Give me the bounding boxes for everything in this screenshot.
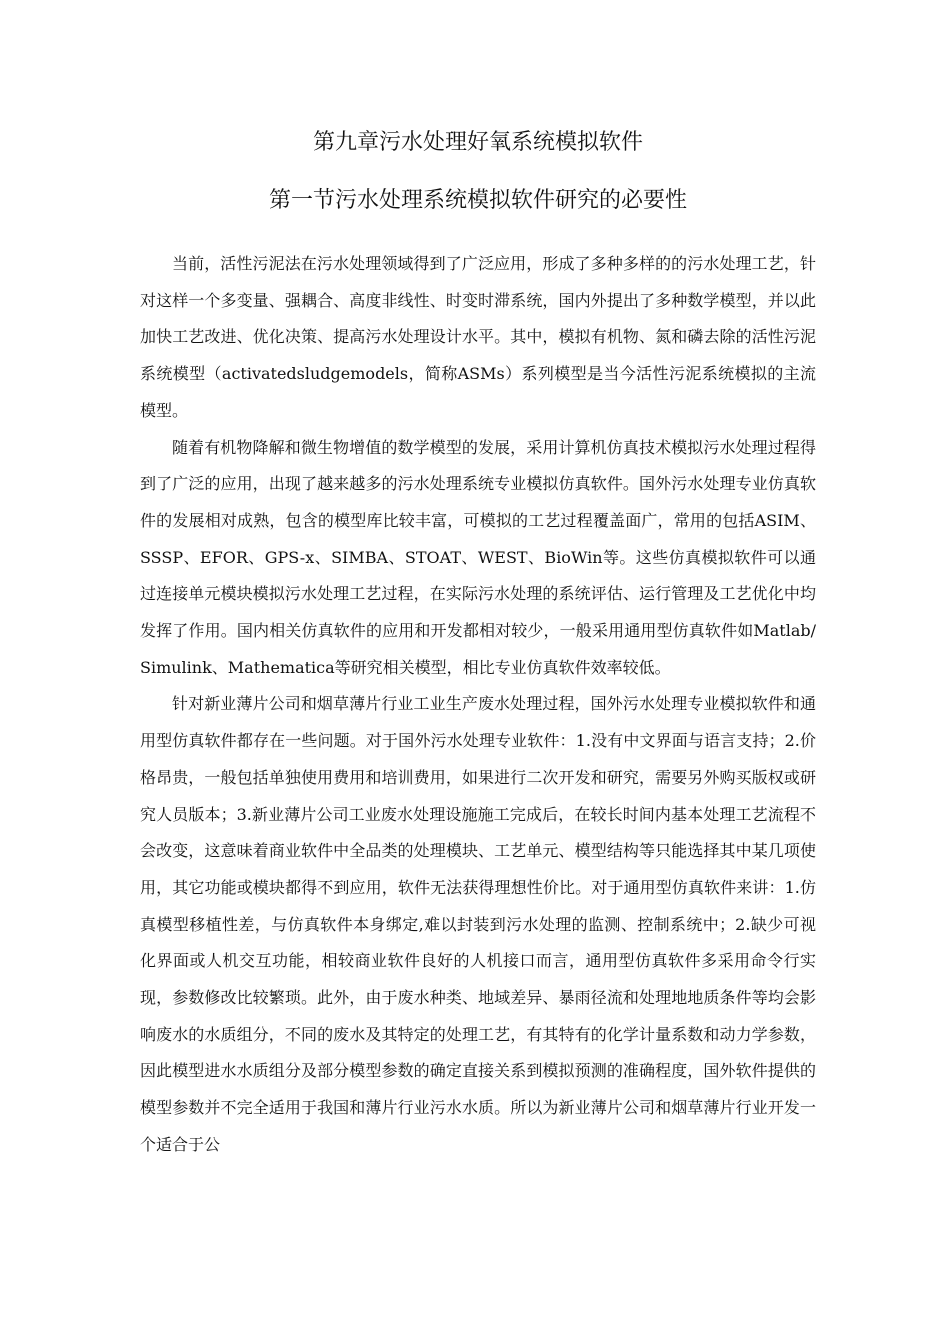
document-body — [140, 246, 816, 1164]
paragraph-2: 随着有机物降解和微生物增值的数学模型的发展，采用计算机仿真技术模拟污水处理过程得到了广泛的应用，出现了越来越多的污水处理系统专业模拟仿真软件。国外污水处理专业仿真软件的发展相对成熟，包含的模型库比较丰富，可模拟的工艺过程覆盖面广，常用的包括ASIM、SSSP、EFOR、GPS-x、SIMBA、STOAT、WEST、BioWin等。这些仿真模拟软件可以通过连接单元模块模拟污水处理工艺过程，在实际污水处理的系统评估、运行管理及工艺优化中均发挥了作用。国内相关仿真软件的应用和开发都相对较少，一般采用通用型仿真软件如Matlab/Simulink、Mathematica等研究相关模型，相比专业仿真软件效率较低。 — [140, 437, 816, 677]
paragraph-1: 当前，活性污泥法在污水处理领域得到了广泛应用，形成了多种多样的的污水处理工艺，针对这样一个多变量、强耦合、高度非线性、时变时滞系统，国内外提出了多种数学模型，并以此加快工艺改进、优化决策、提高污水处理设计水平。其中，模拟有机物、氮和磷去除的活性污泥系统模型（activatedsludgemodels，简称ASMs）系列模型是当今活性污泥系统模拟的主流模型。 — [140, 254, 816, 420]
paragraph-3: 针对新业薄片公司和烟草薄片行业工业生产废水处理过程，国外污水处理专业模拟软件和通用型仿真软件都存在一些问题。对于国外污水处理专业软件：1.没有中文界面与语言支持；2.价格昂贵，一般包括单独使用费用和培训费用，如果进行二次开发和研究，需要另外购买版权或研究人员版本；3.新业薄片公司工业废水处理设施施工完成后，在较长时间内基本处理工艺流程不会改变，这意味着商业软件中全品类的处理模块、工艺单元、模型结构等只能选择其中某几项使用，其它功能或模块都得不到应用，软件无法获得理想性价比。对于通用型仿真软件来讲：1.仿真模型移植性差，与仿真软件本身绑定,难以封装到污水处理的监测、控制系统中；2.缺少可视化界面或人机交互功能，相较商业软件良好的人机接口而言，通用型仿真软件多采用命令行实现，参数修改比较繁琐。此外，由于废水种类、地域差异、暴雨径流和处理地地质条件等均会影响废水的水质组分，不同的废水及其特定的处理工艺，有其特有的化学计量系数和动力学参数，因此模型进水水质组分及部分模型参数的确定直接关系到模拟预测的准确程度，国外软件提供的模型参数并不完全适用于我国和薄片行业污水水质。所以为新业薄片公司和烟草薄片行业开发一个适合于公 — [140, 694, 816, 1154]
section-title: 第一节污水处理系统模拟软件研究的必要性 — [268, 188, 687, 213]
chapter-title: 第九章污水处理好氧系统模拟软件 — [312, 130, 643, 155]
